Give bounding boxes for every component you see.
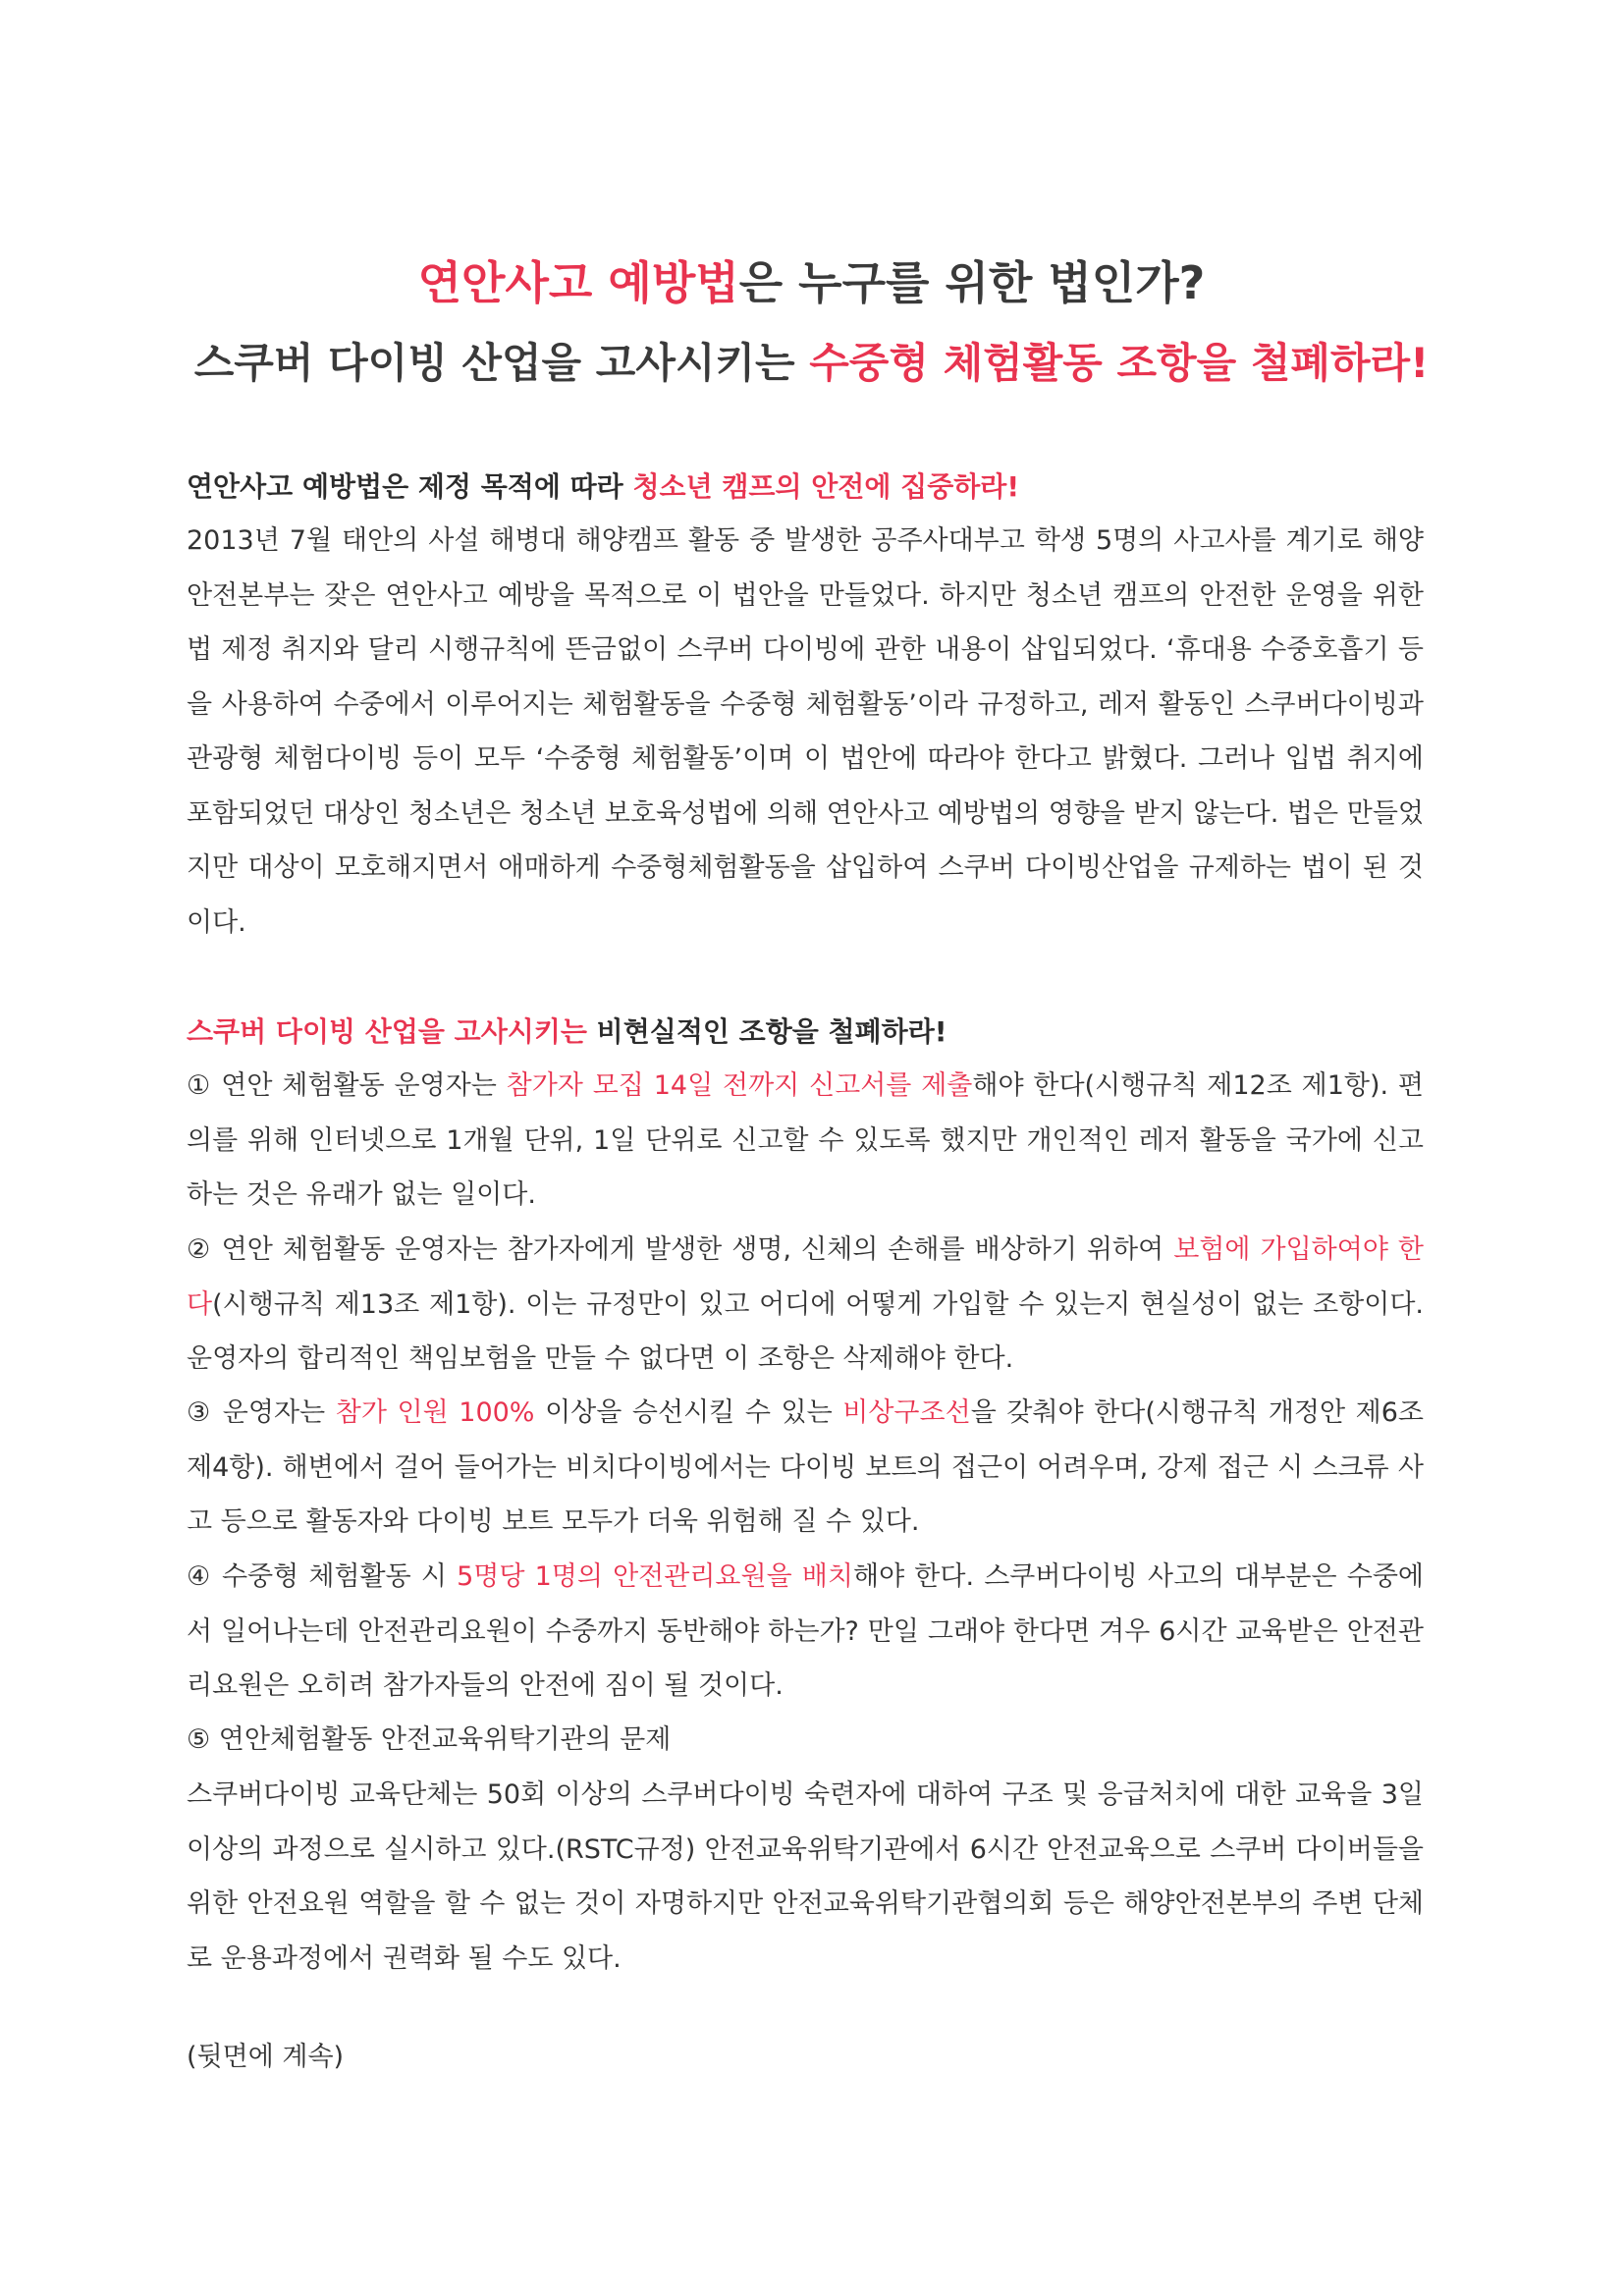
title-line-2-lead: 스쿠버 다이빙 산업을 고사시키는	[193, 339, 810, 387]
item3-pre: ③ 운영자는	[187, 1397, 336, 1428]
item4-post: 해야 한다. 스쿠버다이빙 사고의 대부분은 수중에서 일어나는데 안전관리요원이 수중까지 동반해야 하는가? 만일 그래야 한다면 겨우 6시간 교육받은 안전관리요원은 오히려 참가자들의 안전에 짐이 될 것이다.	[187, 1561, 1424, 1701]
section2-heading-rest: 비현실적인 조항을 철폐하라!	[586, 1015, 947, 1048]
item2-pre: ② 연안 체험활동 운영자는 참가자에게 발생한 생명, 신체의 손해를 배상하기 위하여	[187, 1234, 1174, 1265]
section1-heading-lead: 연안사고 예방법은 제정 목적에 따라	[187, 470, 633, 503]
item3-post: 을 갖춰야 한다(시행규칙 개정안 제6조 제4항). 해변에서 걸어 들어가는 비치다이빙에서는 다이빙 보트의 접근이 어려우며, 강제 접근 시 스크류 사고 등으로 활동자와 다이빙 보트 모두가 더욱 위험해 질 수 있다.	[187, 1397, 1425, 1537]
item3-accent-2: 비상구조선	[842, 1397, 971, 1428]
section1-heading	[187, 465, 1019, 505]
item3-mid: 이상을 승선시킬 수 있는	[534, 1397, 843, 1428]
continued-note: (뒷면에 계속)	[187, 2042, 345, 2072]
section2-item-3	[187, 1386, 1424, 1550]
section2-item-5-title: ⑤ 연안체험활동 안전교육위탁기관의 문제	[187, 1724, 672, 1755]
item1-accent: 참가자 모집 14일 전까지 신고서를 제출	[506, 1070, 973, 1101]
title-line-1-rest: 은 누구를 위한 법인가?	[738, 256, 1206, 309]
section2-item-4	[187, 1550, 1424, 1714]
title-line-2-accent: 수중형 체험활동 조항을 철폐하라!	[809, 339, 1430, 387]
item2-post: (시행규칙 제13조 제1항). 이는 규정만이 있고 어디에 어떻게 가입할 수 있는지 현실성이 없는 조항이다. 운영자의 합리적인 책임보험을 만들 수 없다면 이 조항은 삭제해야 한다.	[187, 1288, 1424, 1374]
section1-body: 2013년 7월 태안의 사설 해병대 해양캠프 활동 중 발생한 공주사대부고 학생 5명의 사고사를 계기로 해양안전본부는 잦은 연안사고 예방을 목적으로 이 법안을 만들었다. 하지만 청소년 캠프의 안전한 운영을 위한 법 제정 취지와 달리 시행규칙에 뜬금없이 스쿠버 다이빙에 관한 내용이 삽입되었다. ‘휴대용 수중호흡기 등을 사용하여 수중에서 이루어지는 체험활동을 수중형 체험활동’이라 규정하고, 레저 활동인 스쿠버다이빙과 관광형 체험다이빙 등이 모두 ‘수중형 체험활동’이며 이 법안에 따라야 한다고 밝혔다. 그러나 입법 취지에 포함되었던 대상인 청소년은 청소년 보호육성법에 의해 연안사고 예방법의 영향을 받지 않는다. 법은 만들었지만 대상이 모호해지면서 애매하게 수중형체험활동을 삽입하여 스쿠버 다이빙산업을 규제하는 법이 된 것이다.	[187, 525, 1424, 938]
title-line-1-accent: 연안사고 예방법	[417, 256, 739, 309]
section2-item-2	[187, 1223, 1424, 1387]
item4-accent: 5명당 1명의 안전관리요원을 배치	[457, 1561, 853, 1592]
section2-item-5-body: 스쿠버다이빙 교육단체는 50회 이상의 스쿠버다이빙 숙련자에 대하여 구조 및 응급처치에 대한 교육을 3일 이상의 과정으로 실시하고 있다.(RSTC규정) 안전교육위탁기관에서 6시간 안전교육으로 스쿠버 다이버들을 위한 안전요원 역할을 할 수 없는 것이 자명하지만 안전교육위탁기관협의회 등은 해양안전본부의 주변 단체로 운용과정에서 권력화 될 수도 있다.	[187, 1779, 1424, 1974]
item3-accent-1: 참가 인원 100%	[335, 1397, 535, 1428]
item2-accent: 보험에 가입하여야 한다	[187, 1234, 1425, 1320]
item1-post: 해야 한다(시행규칙 제12조 제1항). 편의를 위해 인터넷으로 1개월 단위, 1일 단위로 신고할 수 있도록 했지만 개인적인 레저 활동을 국가에 신고하는 것은 유래가 없는 일이다.	[187, 1070, 1424, 1210]
section1-heading-accent: 청소년 캠프의 안전에 집중하라!	[632, 470, 1020, 503]
section2-heading	[187, 1011, 947, 1050]
title-line-2	[0, 334, 1623, 393]
section2-item-1	[187, 1059, 1424, 1223]
title-line-1	[0, 253, 1623, 312]
section2-heading-accent: 스쿠버 다이빙 산업을 고사시키는	[187, 1015, 587, 1048]
item1-pre: ① 연안 체험활동 운영자는	[187, 1070, 507, 1101]
item4-pre: ④ 수중형 체험활동 시	[187, 1561, 458, 1592]
